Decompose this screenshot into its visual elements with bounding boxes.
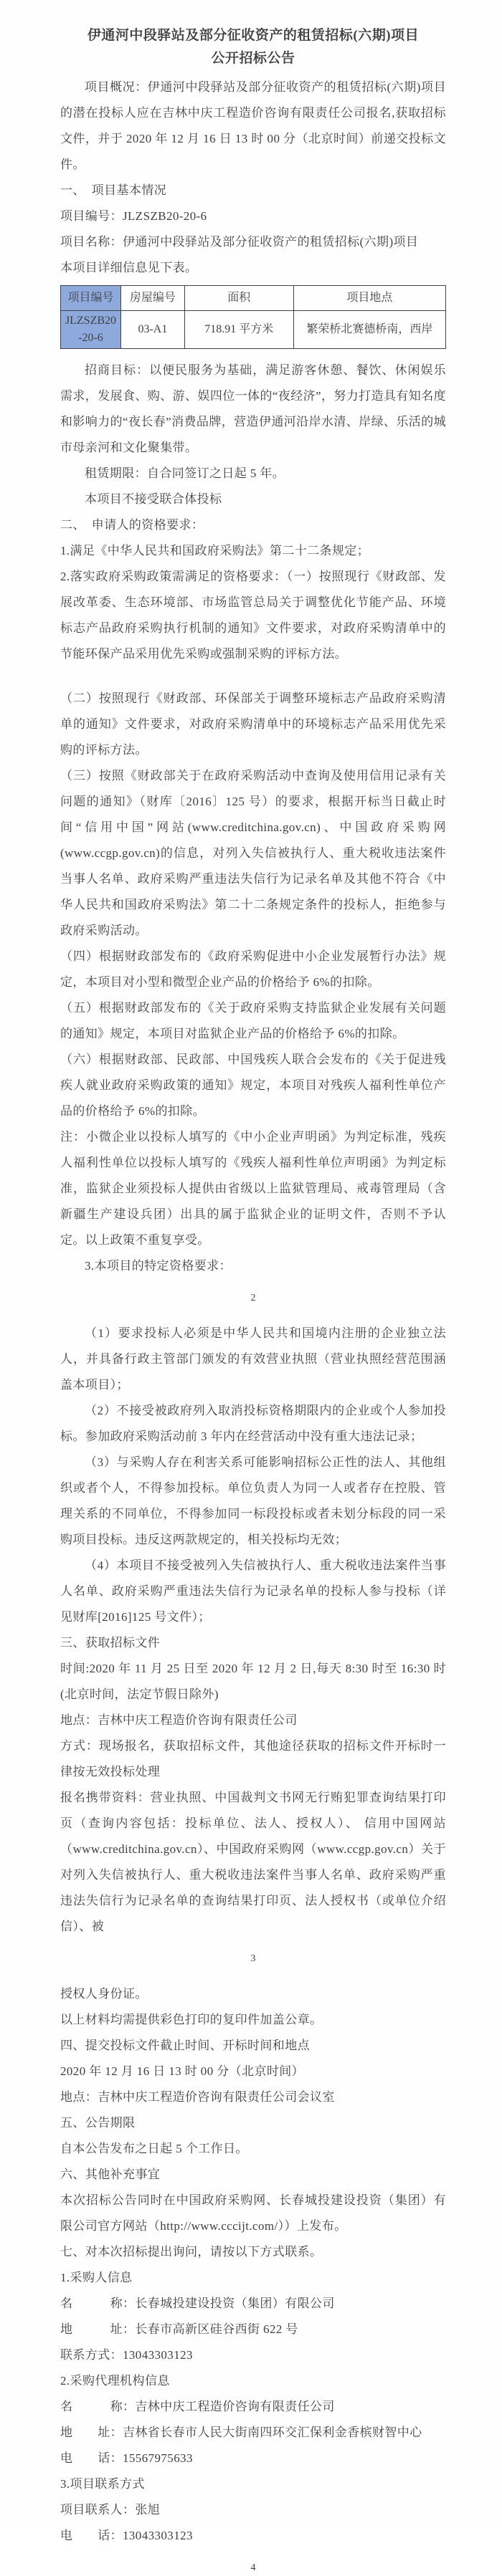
col-header-project-number: 项目编号 xyxy=(61,286,121,311)
requirement-2: 2.落实政府采购政策需满足的资格要求：（一）按照现行《财政部、发展改革委、生态环境部、市场监管总局关于调整优化节能产品、环境标志产品政府采购执行机制的通知》文件要求，对政府采购清单中的节能环保产品采用优先采购或强制采购的评标方法。 xyxy=(60,570,446,661)
document-acquisition-time: 时间:2020 年 11 月 25 日至 2020 年 12 月 2 日,每天 8:30 时至 16:30 时(北京时间，法定节假日除外) xyxy=(60,1662,446,1701)
buyer-contact: 联系方式：13043303123 xyxy=(60,2348,193,2362)
project-contact-person: 项目联系人：张旭 xyxy=(60,2503,161,2517)
lease-term: 租赁期限：自合同签订之日起 5 年。 xyxy=(85,466,285,480)
page-number-4: 4 xyxy=(250,2562,256,2573)
document-title-line1: 伊通河中段驿站及部分征收资产的租赁招标(六期)项目 xyxy=(87,28,420,43)
project-info-table xyxy=(60,285,446,349)
agency-phone: 电 话：15567975633 xyxy=(60,2451,193,2465)
section-4-heading: 四、提交投标文件截止时间、开标时间和地点 xyxy=(60,2039,310,2052)
cell-house-number: 03-A1 xyxy=(120,311,184,349)
announcement-period: 自本公告发布之日起 5 个工作日。 xyxy=(60,2142,248,2155)
col-header-house-number: 房屋编号 xyxy=(120,286,184,311)
col-header-area: 面积 xyxy=(184,286,293,311)
no-consortium-note: 本项目不接受联合体投标 xyxy=(85,492,222,506)
document-title-line2: 公开招标公告 xyxy=(211,51,295,66)
specific-requirement-1: （1）要求投标人必须是中华人民共和国境内注册的企业独立法人，并具备行政主管部门颁发的有效营业执照（营业执照经营范围涵盖本项目）； xyxy=(60,1326,446,1392)
section-1-heading: 一、 项目基本情况 xyxy=(60,183,167,197)
specific-requirement-3: （3）与采购人存在利害关系可能影响招标公正性的法人、其他组织或者个人，不得参加投标。单位负责人为同一人或者存在控股、管理关系的不同单位，不得参加同一标段投标或者未划分标段的同一采购项目投标。违反这两款规定的，相关投标均无效； xyxy=(60,1455,446,1546)
agency-info-heading: 2.采购代理机构信息 xyxy=(60,2374,170,2388)
requirement-note: 注：小微企业以投标人填写的《中小企业声明函》为判定标准，残疾人福利性单位以投标人填写的《残疾人福利性单位声明函》为判定标准，监狱企业须投标人提供由省级以上监狱管理局、戒毒管理局（含新疆生产建设兵团）出具的属于监狱企业的证明文件，否则不予认定。以上政策不重复享受。 xyxy=(60,1130,446,1247)
requirement-3-heading: 3.本项目的特定资格要求： xyxy=(85,1259,232,1273)
section-3-heading: 三、获取招标文件 xyxy=(60,1636,161,1649)
buyer-name: 名 称：长春城投建设投资（集团）有限公司 xyxy=(60,2297,335,2310)
agency-address: 地 址：吉林省长春市人民大街南四环交汇保利金香槟财智中心 xyxy=(60,2426,422,2439)
section-6-heading: 六、其他补充事宜 xyxy=(60,2168,161,2181)
cell-project-number: JLZSZB20-20-6 xyxy=(61,311,121,349)
agency-name: 名 称：吉林中庆工程造价咨询有限责任公司 xyxy=(60,2400,335,2413)
project-contact-heading: 3.项目联系方式 xyxy=(60,2477,145,2491)
table-header-row xyxy=(61,286,446,311)
table-row xyxy=(61,311,446,349)
page-number-3: 3 xyxy=(250,1953,256,1964)
business-goal: 招商目标：以便民服务为基础，满足游客休憩、餐饮、休闲娱乐需求，发展食、购、游、娱四位一体的“夜经济”，努力打造具有知名度和影响力的“夜长春”消费品牌，营造伊通河沿岸水清、岸绿、乐活的城市母亲河和文化聚集带。 xyxy=(60,363,446,454)
buyer-info-heading: 1.采购人信息 xyxy=(60,2271,133,2284)
project-name: 项目名称：伊通河中段驿站及部分征收资产的租赁招标(六期)项目 xyxy=(60,235,419,249)
section-7-heading: 七、对本次招标提出询问，请按以下方式联系。 xyxy=(60,2245,323,2259)
document-acquisition-place: 地点：吉林中庆工程造价咨询有限责任公司 xyxy=(60,1713,298,1727)
page-number-2: 2 xyxy=(250,1293,256,1303)
specific-requirement-4: （4）本项目不接受被列入失信被执行人、重大税收违法案件当事人名单、政府采购严重违法失信行为记录名单的投标人参与投标（详见财库[2016]125 号文件）； xyxy=(60,1558,446,1624)
table-intro-note: 本项目详细信息见下表。 xyxy=(60,261,198,274)
requirement-2-item-3: （三）按照《财政部关于在政府采购活动中查询及使用信用记录有关问题的通知》（财库〔2016〕125 号）的要求，根据开标当日截止时间“信用中国”网站(www.creditchina.gov.cn)、中国政府采购网(www.ccgp.gov.cn)的信息，对列入失信被执行人、重大税收违法案件当事人名单、政府采购严重违法失信行为记录名单及其他不符合《中华人民共和国政府采购法》第二十二条规定条件的投标人，拒绝参与政府采购活动。 xyxy=(60,769,446,937)
requirement-1: 1.满足《中华人民共和国政府采购法》第二十二条规定； xyxy=(60,544,370,557)
requirement-2-item-4: （四）根据财政部发布的《政府采购促进中小企业发展暂行办法》规定，本项目对小型和微型企业产品的价格给予 6%的扣除。 xyxy=(60,949,446,989)
cell-area: 718.91 平方米 xyxy=(184,311,293,349)
buyer-address: 地 址：长春市高新区硅谷西街 622 号 xyxy=(60,2322,298,2336)
project-contact-phone: 电 话：13043303123 xyxy=(60,2529,193,2542)
requirement-2-item-6: （六）根据财政部、民政部、中国残疾人联合会发布的《关于促进残疾人就业政府采购政策的通知》规定，本项目对残疾人福利性单位产品的价格给予 6%的扣除。 xyxy=(60,1053,446,1118)
color-copy-note: 以上材料均需提供彩色打印的复印件加盖公章。 xyxy=(60,2013,323,2026)
project-overview: 项目概况：伊通河中段驿站及部分征收资产的租赁招标(六期)项目的潜在投标人应在吉林中庆工程造价咨询有限责任公司报名,获取招标文件，并于 2020 年 12 月 16 日 13 时 00 分（北京时间）前递交投标文件。 xyxy=(60,80,446,171)
requirement-2-item-2: （二）按照现行《财政部、环保部关于调整环境标志产品政府采购清单的通知》文件要求，对政府采购清单中的环境标志产品采用优先采购的评标方法。 xyxy=(60,691,446,757)
bid-opening-place: 地点：吉林中庆工程造价咨询有限责任公司会议室 xyxy=(60,2090,335,2104)
bid-deadline-time: 2020 年 12 月 16 日 13 时 00 分（北京时间） xyxy=(60,2064,305,2078)
section-5-heading: 五、公告期限 xyxy=(60,2116,136,2130)
requirement-2-item-5: （五）根据财政部发布的《关于政府采购支持监狱企业发展有关问题的通知》规定，本项目对监狱企业产品的价格给予 6%的扣除。 xyxy=(60,1001,446,1040)
authorized-person-id: 授权人身份证。 xyxy=(60,1987,148,2001)
registration-materials: 报名携带资料：营业执照、中国裁判文书网无行贿犯罪查询结果打印页（查询内容包括：投标单位、法人、授权人）、 信用中国网站（www.creditchina.gov.cn）、中国政府采购网（www.ccgp.gov.cn）关于对列入失信被执行人、重大税收违法案件当事人名单、政府采购严重违法失信行为记录名单的查询结果打印页、法人授权书（或单位介绍信）、被 xyxy=(60,1791,446,1933)
supplementary-note: 本次招标公告同时在中国政府采购网、长春城投建设投资（集团）有限公司官方网站（http://www.cccijt.com/））上发布。 xyxy=(60,2193,446,2233)
document-acquisition-method: 方式：现场报名，获取招标文件，其他途径获取的招标文件开标时一律按无效投标处理 xyxy=(60,1739,446,1778)
specific-requirement-2: （2）不接受被政府列入取消投标资格期限内的企业或个人参加投标。参加政府采购活动前 3 年内在经营活动中没有重大违法记录； xyxy=(60,1404,446,1443)
section-2-heading: 二、 申请人的资格要求： xyxy=(60,518,204,532)
col-header-location: 项目地点 xyxy=(293,286,445,311)
cell-location: 繁荣桥北赛德桥南，西岸 xyxy=(293,311,445,349)
project-number: 项目编号：JLZSZB20-20-6 xyxy=(60,209,207,223)
